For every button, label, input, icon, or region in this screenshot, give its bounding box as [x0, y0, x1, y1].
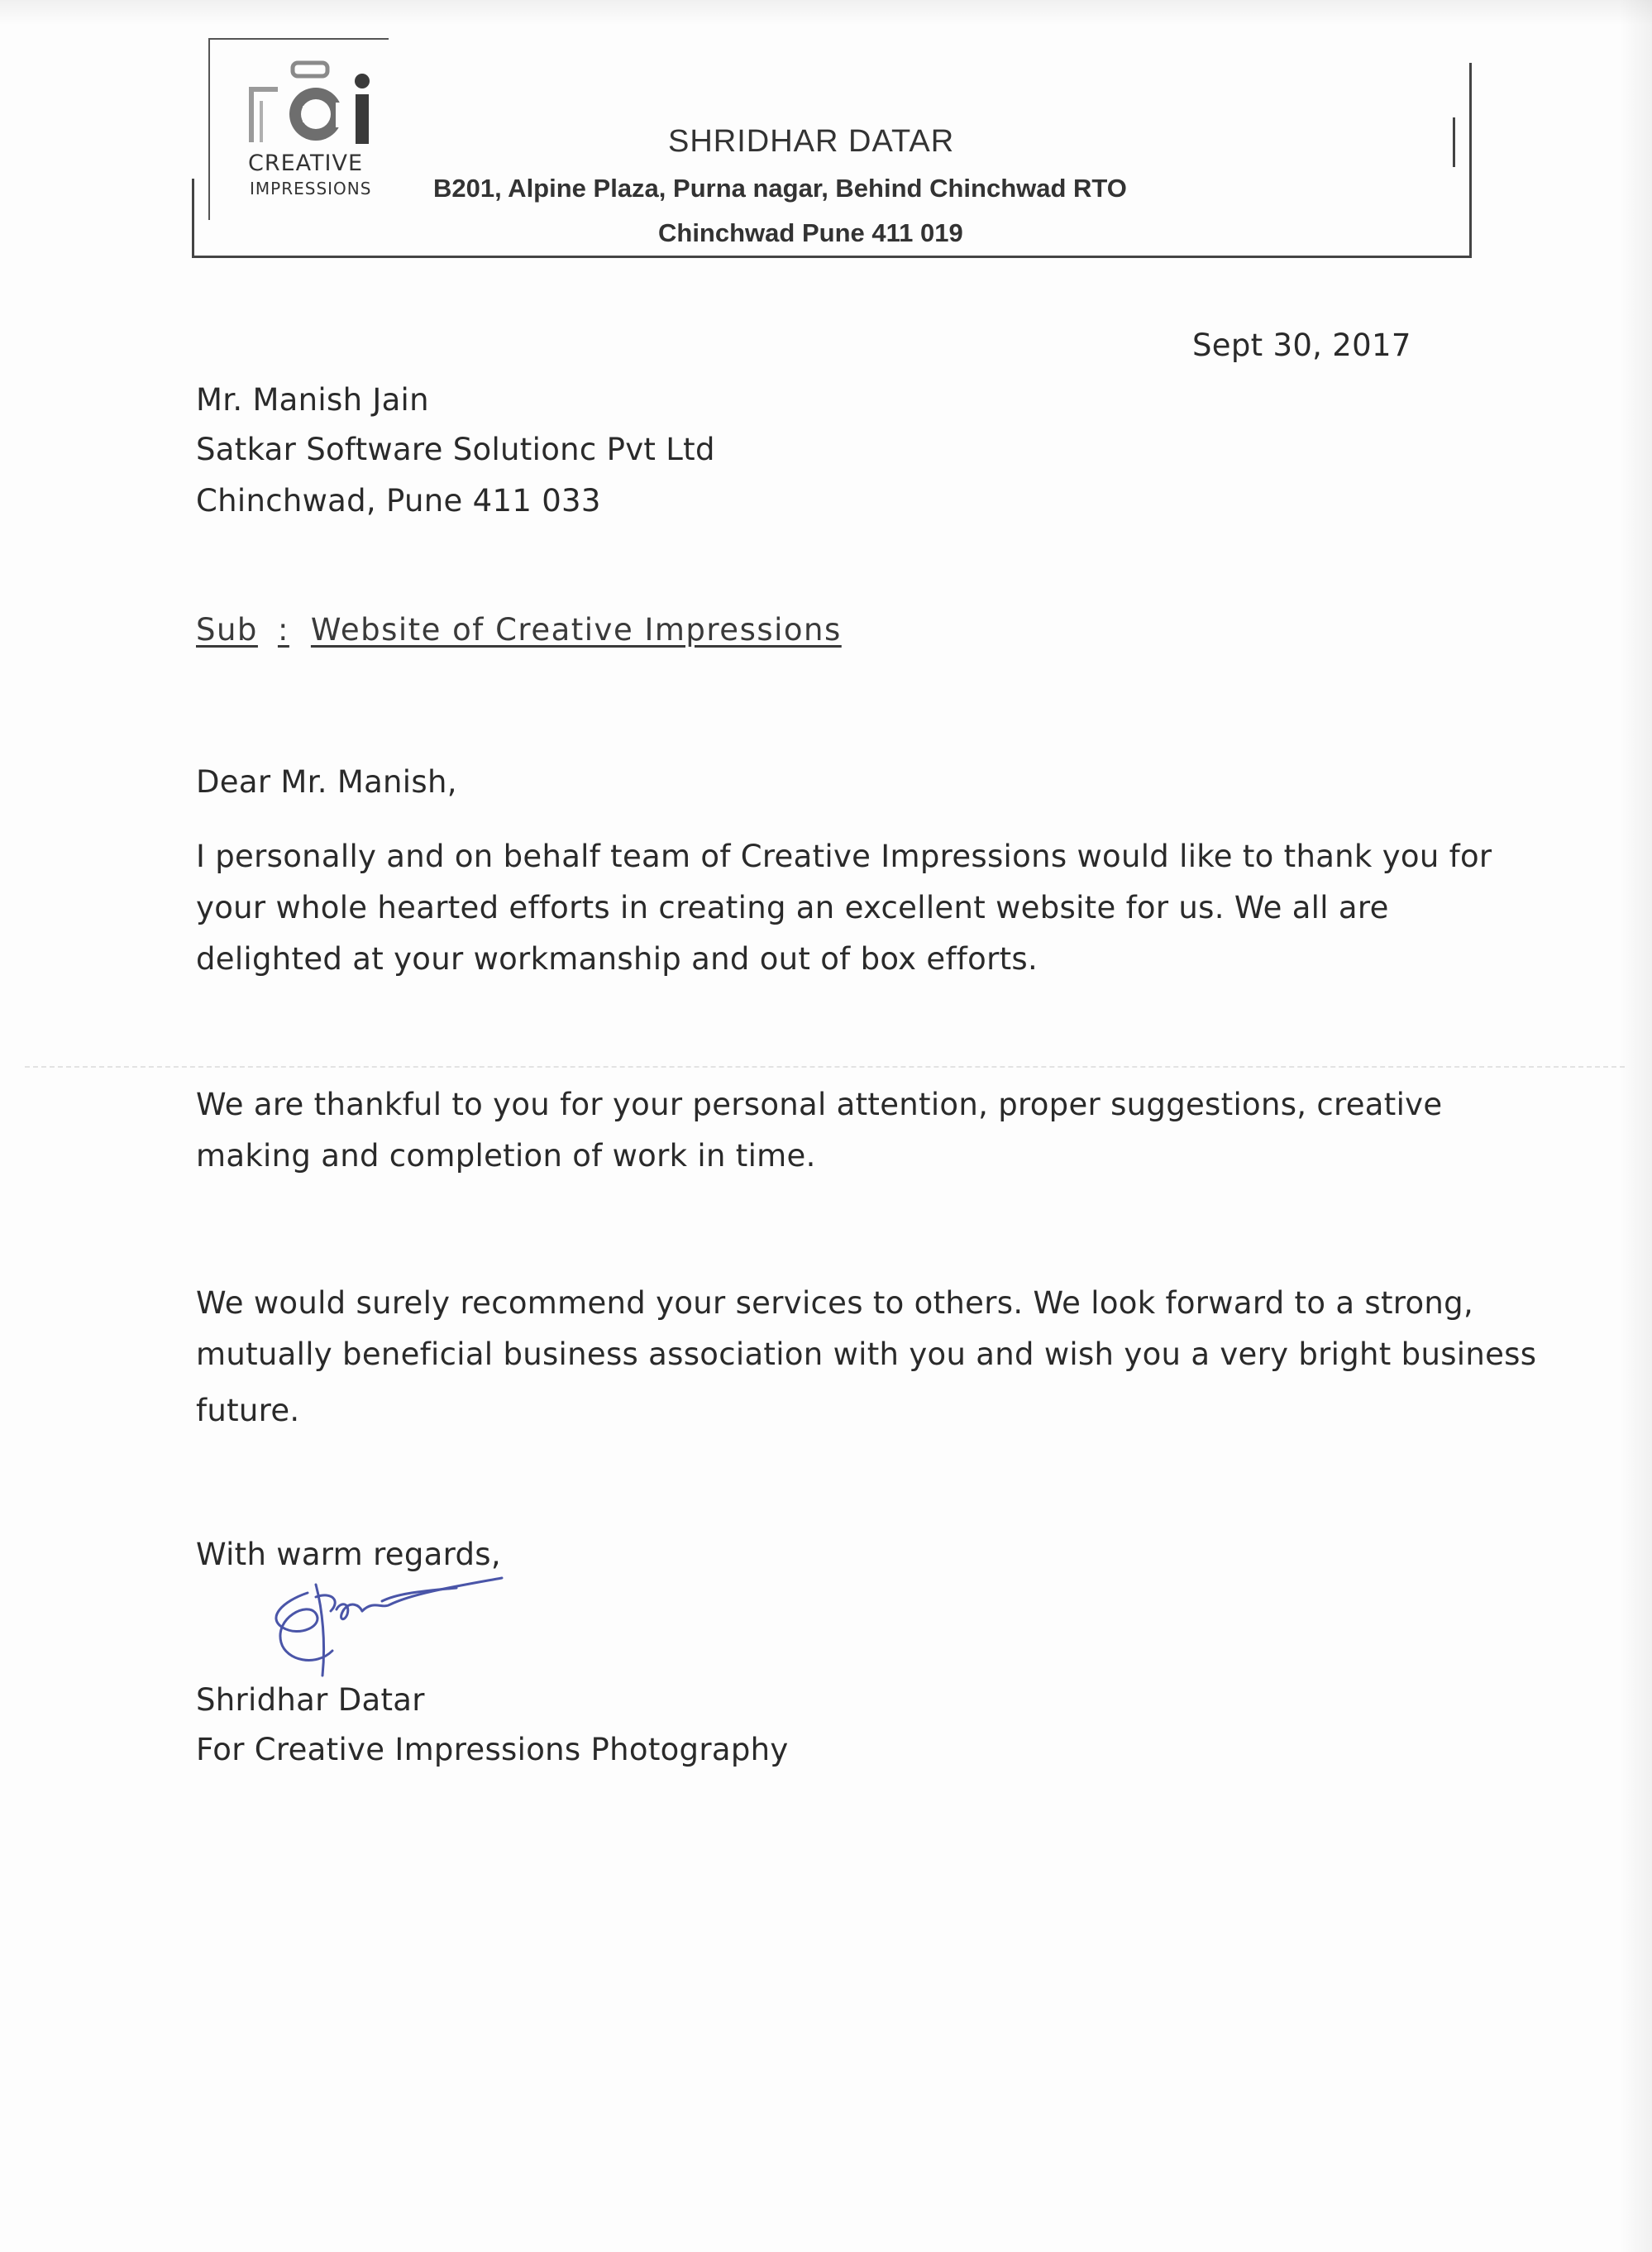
paragraph-1-line-2: your whole hearted efforts in creating an excellent website for us. We all are — [196, 890, 1389, 925]
paragraph-1-line-1: I personally and on behalf team of Creative Impressions would like to thank you for — [196, 839, 1492, 874]
logo-name: CREATIVE — [248, 151, 364, 176]
letterhead-right-tick — [1453, 117, 1455, 167]
paragraph-3-line-1: We would surely recommend your services to others. We look forward to a strong, — [196, 1285, 1473, 1321]
letterhead-left-rule — [192, 179, 194, 258]
paragraph-2-line-1: We are thankful to you for your personal attention, proper suggestions, creative — [196, 1087, 1443, 1122]
paragraph-2-line-2: making and completion of work in time. — [196, 1138, 816, 1174]
paragraph-3-line-3: future. — [196, 1393, 300, 1428]
recipient-address: Chinchwad, Pune 411 033 — [196, 483, 601, 519]
camera-logo-icon — [245, 60, 377, 151]
paragraph-3-line-2: mutually beneficial business association with you and wish you a very bright business — [196, 1336, 1537, 1372]
recipient-company: Satkar Software Solutionc Pvt Ltd — [196, 432, 715, 467]
subject-line — [196, 612, 842, 648]
scan-shade-right — [1619, 0, 1652, 2252]
letterhead-address-line-1: B201, Alpine Plaza, Purna nagar, Behind Chinchwad RTO — [433, 174, 1127, 203]
letter-date: Sept 30, 2017 — [1192, 328, 1411, 363]
subject-separator: : — [277, 612, 289, 648]
letterhead-right-rule — [1469, 63, 1472, 258]
salutation: Dear Mr. Manish, — [196, 764, 457, 800]
letterhead-name: SHRIDHAR DATAR — [668, 124, 955, 159]
handwritten-signature — [258, 1568, 506, 1692]
closing: With warm regards, — [196, 1537, 501, 1572]
letterhead-address-line-2: Chinchwad Pune 411 019 — [658, 218, 963, 247]
signer-organization: For Creative Impressions Photography — [196, 1732, 789, 1767]
recipient-name: Mr. Manish Jain — [196, 382, 429, 418]
letterhead — [192, 38, 1472, 258]
scan-shade-top — [0, 0, 1652, 25]
paragraph-1-line-3: delighted at your workmanship and out of box efforts. — [196, 941, 1038, 977]
signer-name: Shridhar Datar — [196, 1682, 425, 1718]
paper-fold-line — [25, 1066, 1625, 1068]
logo — [208, 38, 389, 220]
logo-subtitle: IMPRESSIONS — [250, 179, 372, 198]
subject-label: Sub — [196, 612, 258, 648]
subject-text: Website of Creative Impressions — [310, 612, 842, 648]
